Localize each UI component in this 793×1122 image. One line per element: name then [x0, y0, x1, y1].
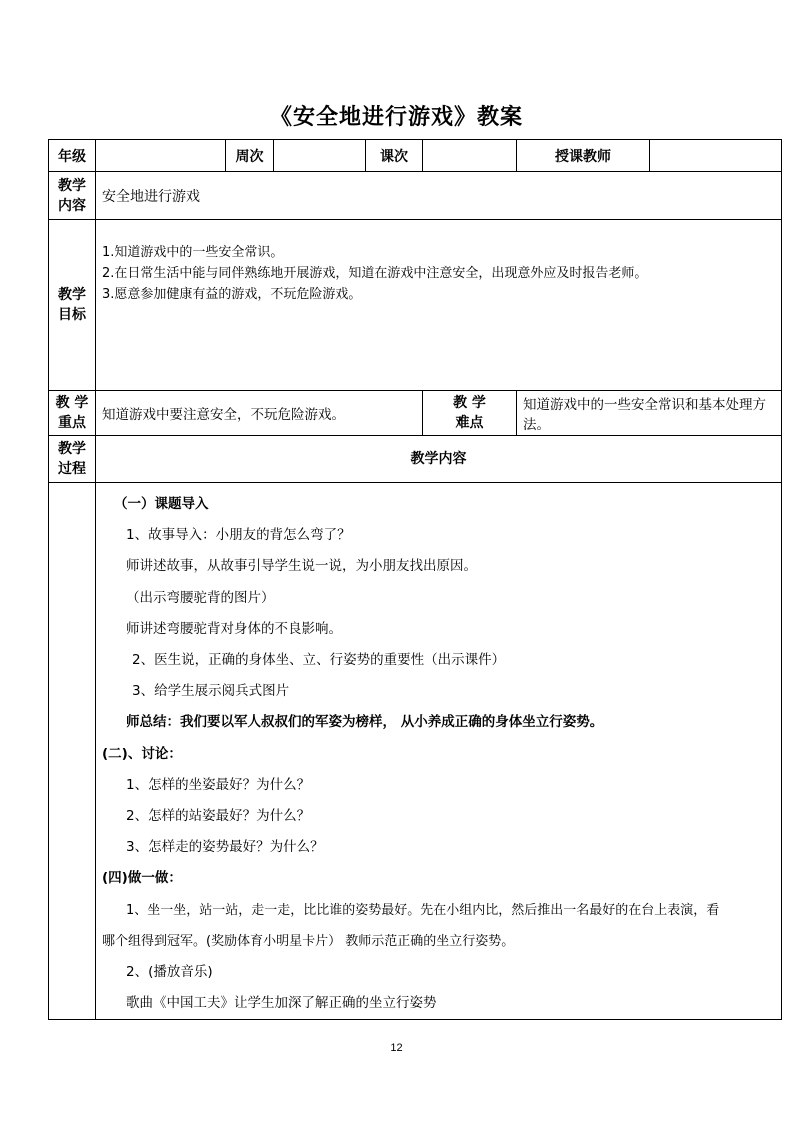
difficult-label: [423, 391, 517, 436]
week-label: 周次: [226, 140, 274, 172]
content-value: 安全地进行游戏: [96, 172, 782, 220]
teacher-label: 授课教师: [517, 140, 650, 172]
process-line: 2、怎样的站姿最好？为什么？: [126, 808, 311, 825]
content-label-line1: 教学: [58, 177, 86, 194]
process-line: 3、怎样走的姿势最好？为什么？: [126, 839, 324, 856]
goals-label: [49, 220, 96, 391]
section-title: （一）课题导入: [114, 496, 209, 512]
grade-label: 年级: [49, 140, 96, 172]
process-line: 师讲述弯腰驼背对身体的不良影响。: [126, 620, 342, 637]
process-line: 1、怎样的坐姿最好？为什么？: [126, 776, 311, 793]
goal-item: 3.愿意参加健康有益的游戏，不玩危险游戏。: [102, 287, 362, 302]
content-label-line2: 内容: [58, 197, 86, 214]
summary-line: 师总结：我们要以军人叔叔们的军姿为榜样， 从小养成正确的身体坐立行姿势。: [126, 714, 604, 731]
header-row: [49, 140, 782, 172]
process-line: 1、坐一坐，站一站，走一走，比比谁的姿势最好。先在小组内比，然后推出一名最好的在台上表演，看: [126, 902, 720, 918]
section-title: (二)、讨论：: [102, 745, 182, 762]
key-label-line1: 教 学: [55, 395, 89, 411]
section-title: (四)做一做：: [102, 870, 182, 887]
page-number: 12: [390, 1042, 403, 1054]
process-label: [49, 436, 96, 483]
process-line: 哪个组得到冠军。(奖励体育小明星卡片） 教师示范正确的坐立行姿势。: [102, 933, 515, 949]
process-label-line2: 过程: [58, 461, 86, 477]
difficult-value: 知道游戏中的一些安全常识和基本处理方法。: [517, 391, 782, 436]
process-line: （出示弯腰驼背的图片）: [126, 589, 275, 606]
lesson-plan-table: [48, 139, 782, 1020]
content-row: [49, 172, 782, 220]
process-line: 2、医生说，正确的身体坐、立、行姿势的重要性（出示课件）: [132, 652, 506, 669]
goals-label-line2: 目标: [58, 307, 86, 323]
teacher-value: [650, 140, 782, 172]
process-content-header: 教学内容: [96, 436, 782, 483]
process-line: 2、(播放音乐): [126, 964, 213, 981]
process-line: 3、给学生展示阅兵式图片: [132, 683, 290, 700]
goals-label-line1: 教学: [58, 287, 86, 303]
goal-item: 1.知道游戏中的一些安全常识。: [102, 245, 284, 260]
process-line: 歌曲《中国工夫》让学生加深了解正确的坐立行姿势: [126, 995, 437, 1012]
content-label: [49, 172, 96, 220]
lesson-value: [423, 140, 517, 172]
process-line: 1、故事导入：小朋友的背怎么弯了？: [126, 527, 351, 544]
process-label-line1: 教学: [58, 441, 86, 457]
key-row: [49, 391, 782, 436]
lesson-label: 课次: [366, 140, 423, 172]
grade-value: [96, 140, 226, 172]
week-value: [274, 140, 366, 172]
process-content: [96, 483, 782, 1020]
difficult-label-line2: 难点: [455, 415, 484, 431]
goals-row: [49, 220, 782, 391]
difficult-label-line1: 教 学: [453, 395, 486, 411]
process-header-row: [49, 436, 782, 483]
key-value: 知道游戏中要注意安全，不玩危险游戏。: [96, 391, 423, 436]
process-content-row: [49, 483, 782, 1020]
process-empty-cell: [49, 483, 96, 1020]
goal-item: 2.在日常生活中能与同伴熟练地开展游戏，知道在游戏中注意安全，出现意外应及时报告老师。: [102, 266, 648, 281]
document-title: 《安全地进行游戏》教案: [269, 105, 523, 130]
goals-list: [96, 220, 782, 391]
key-label-line2: 重点: [58, 415, 86, 431]
key-label: [49, 391, 96, 436]
process-line: 师讲述故事，从故事引导学生说一说，为小朋友找出原因。: [126, 558, 477, 575]
